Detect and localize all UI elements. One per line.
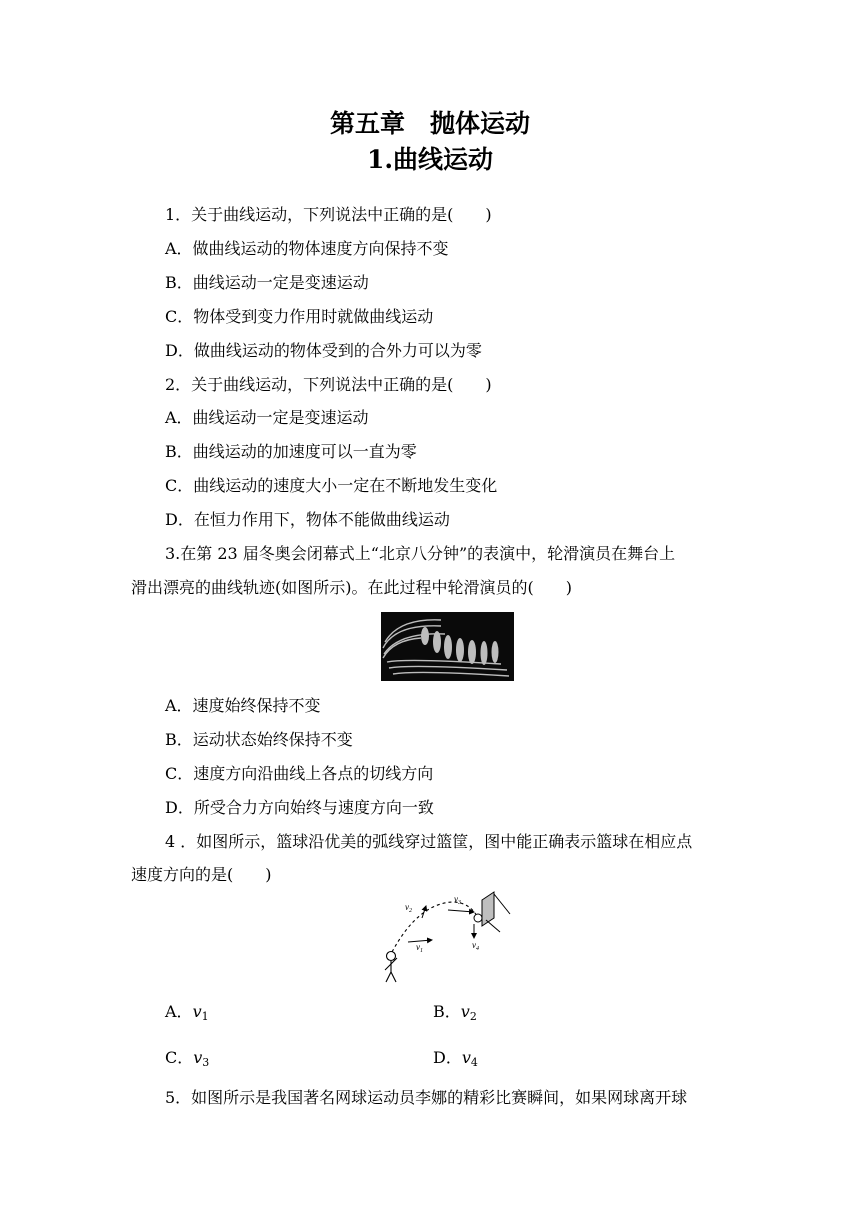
q4-stem-line2: 速度方向的是( ) — [131, 865, 272, 884]
section-title: 1.曲线运动 — [366, 145, 494, 174]
v1-label: $v_1$ — [416, 942, 423, 954]
q2-option-b: B．曲线运动的加速度可以一直为零 — [165, 442, 417, 461]
player-figure — [385, 952, 397, 983]
q4-option-a: A．$v_1$ — [165, 1002, 209, 1023]
q3-stem-line1: 3.在第 23 届冬奥会闭幕式上“北京八分钟”的表演中，轮滑演员在舞台上 — [165, 544, 676, 563]
roller-skating-photo — [381, 612, 514, 681]
q3-option-c: C．速度方向沿曲线上各点的切线方向 — [165, 764, 434, 783]
page-title: 第五章 抛体运动 — [329, 109, 530, 138]
v2-arrow — [422, 906, 426, 918]
q2-option-c: C．曲线运动的速度大小一定在不断地发生变化 — [165, 476, 498, 495]
q1-option-d: D．做曲线运动的物体受到的合外力可以为零 — [165, 341, 482, 360]
q1-option-b: B．曲线运动一定是变速运动 — [165, 273, 369, 292]
q1-stem: 1．关于曲线运动，下列说法中正确的是( ) — [165, 205, 492, 224]
q4-option-d: D．$v_4$ — [433, 1048, 478, 1069]
v3-label: $v_3$ — [454, 894, 461, 906]
q4-option-b: B．$v_2$ — [433, 1002, 477, 1023]
q2-option-a: A．曲线运动一定是变速运动 — [165, 408, 369, 427]
q1-option-a: A．做曲线运动的物体速度方向保持不变 — [165, 239, 449, 258]
basket — [474, 892, 510, 932]
q3-stem-line2: 滑出漂亮的曲线轨迹(如图所示)。在此过程中轮滑演员的( ) — [131, 578, 572, 597]
v1-arrow — [408, 940, 432, 942]
q2-option-d: D．在恒力作用下，物体不能做曲线运动 — [165, 510, 450, 529]
v2-label: $v_2$ — [405, 902, 412, 914]
v3-arrow — [448, 910, 474, 912]
q5-stem-line1: 5．如图所示是我国著名网球运动员李娜的精彩比赛瞬间，如果网球离开球 — [165, 1088, 688, 1107]
basketball-diagram — [378, 890, 528, 986]
q4-stem-line1: 4 ．如图所示，篮球沿优美的弧线穿过篮筐，图中能正确表示篮球在相应点 — [165, 832, 693, 851]
q3-option-b: B．运动状态始终保持不变 — [165, 730, 353, 749]
q1-option-c: C．物体受到变力作用时就做曲线运动 — [165, 307, 434, 326]
q4-option-c: C．$v_3$ — [165, 1048, 210, 1069]
q3-option-d: D．所受合力方向始终与速度方向一致 — [165, 798, 434, 817]
v4-label: $v_4$ — [472, 940, 479, 952]
q3-option-a: A．速度始终保持不变 — [165, 696, 321, 715]
q2-stem: 2．关于曲线运动，下列说法中正确的是( ) — [165, 375, 492, 394]
